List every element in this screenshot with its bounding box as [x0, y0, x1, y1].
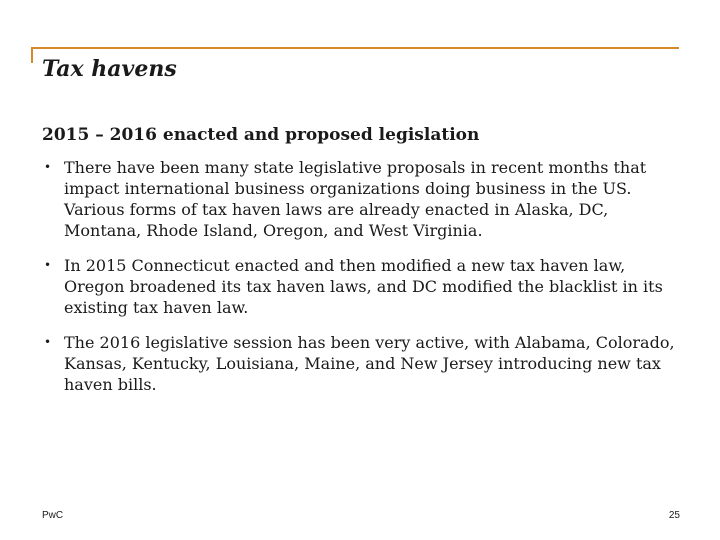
accent-rule-horizontal	[31, 47, 679, 49]
slide-subtitle: 2015 – 2016 enacted and proposed legislation	[42, 125, 480, 145]
bullet-item	[42, 332, 682, 395]
bullet-item	[42, 157, 682, 241]
bullet-marker: •	[44, 160, 52, 174]
footer-brand: PwC	[42, 510, 64, 521]
bullet-text: In 2015 Connecticut enacted and then modified a new tax haven law, Oregon broadened its tax haven laws, and DC modified the blacklist in its existing tax haven law.	[64, 256, 663, 317]
bullet-list	[42, 157, 682, 409]
page-number: 25	[668, 510, 680, 521]
bullet-marker: •	[44, 335, 52, 349]
bullet-item	[42, 255, 682, 318]
bullet-text: There have been many state legislative proposals in recent months that impact international business organizations doing business in the US. Various forms of tax haven laws are already enacted in Alaska, DC, Montana, Rhode Island, Oregon, and West Virginia.	[64, 158, 647, 240]
slide-title: Tax havens	[42, 56, 177, 82]
accent-rule-vertical	[31, 47, 33, 63]
bullet-marker: •	[44, 258, 52, 272]
bullet-text: The 2016 legislative session has been very active, with Alabama, Colorado, Kansas, Kentucky, Louisiana, Maine, and New Jersey introducing new tax haven bills.	[64, 333, 675, 394]
